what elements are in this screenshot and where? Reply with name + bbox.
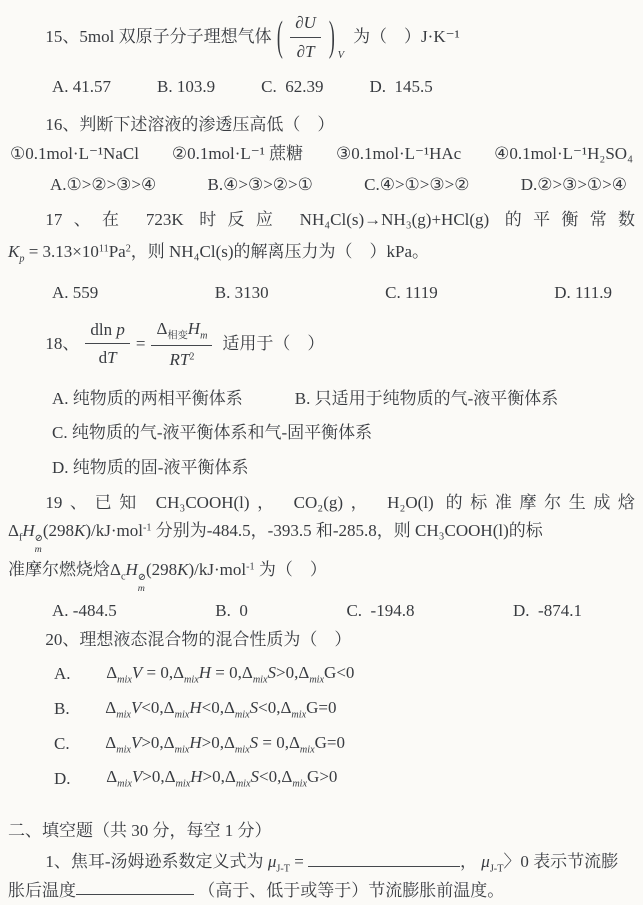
question-17-stem-line1: 17、在 723K 时反应 NH₄Cl(s)→NH₃(g)+HCl(g) 的平衡常数: [45, 210, 635, 229]
solution-item-4: ④0.1mol·L⁻¹H₂SO₄: [494, 144, 633, 163]
option-a: A. -484.5: [52, 600, 117, 620]
question-20-stem: 20、理想液态混合物的混合性质为（ ）: [45, 630, 352, 650]
option-d: D.②>③>①>④: [520, 174, 627, 194]
solution-item-3: ③0.1mol·L⁻¹HAc: [336, 144, 462, 163]
question-17: [8, 207, 635, 306]
constant-volume-subscript: V: [337, 50, 345, 62]
question-17-options: [8, 280, 612, 306]
question-18-options-row3: [8, 455, 635, 481]
clausius-clapeyron-left-fraction: [85, 317, 129, 371]
fraction-denominator: ∂T: [296, 41, 315, 61]
option-b: B.④>③>②>①: [207, 174, 313, 194]
fraction-numerator: $\Delta_{相变}H_m$: [151, 316, 212, 346]
mixing-property-formula: $\Delta_{mix}V = 0,\Delta_{mix}H = 0,\Delta_{mix}S>0,\Delta_{mix}G<0$: [106, 662, 355, 686]
fill-question-1-line2-end: （高于、低于或等于）节流膨胀前温度。: [198, 880, 505, 900]
fraction-numerator: dln p: [85, 317, 129, 345]
question-16-options: [8, 172, 635, 198]
option-c: C. 62.39: [261, 77, 324, 96]
question-15-options: [8, 74, 635, 100]
question-19-text: 分别为-484.5，-393.5 和-285.8，则 CH₃COOH(l)的标: [155, 520, 543, 540]
question-18-stem: [8, 314, 635, 374]
fill-question-1-text: 1、焦耳-汤姆逊系数定义式为: [45, 851, 268, 871]
solution-item-2: ②0.1mol·L⁻¹ 蔗糖: [171, 144, 304, 163]
left-paren: (: [276, 12, 283, 61]
fill-question-1-line1: [8, 848, 635, 877]
question-18: [8, 314, 635, 481]
option-a: A. 559: [52, 283, 99, 303]
option-c: C. 纯物质的气-液平衡体系和气-固平衡体系: [52, 423, 373, 443]
question-19-stem-line2: [8, 518, 635, 555]
fill-question-1-line2-start: 胀后温度: [8, 880, 76, 900]
question-20: [8, 627, 635, 792]
question-18-options-row2: [8, 420, 635, 446]
question-19-stem-line1: 19、已知 CH₃COOH(l)， CO₂(g)， H₂O(l) 的标准摩尔生成焓: [45, 493, 635, 513]
question-16-stem: 16、判断下述溶液的渗透压高低（ ）: [45, 114, 335, 134]
question-16-items: [8, 141, 635, 167]
mixing-property-formula: $\Delta_{mix}V>0,\Delta_{mix}H>0,\Delta_{mix}S = 0,\Delta_{mix}G=0$: [105, 732, 345, 756]
option-letter: D.: [54, 768, 71, 788]
combustion-enthalpy-formula: $\Delta_cH$ ⊘ m (298K)/kJ·mol$^{-1}$: [110, 559, 255, 594]
joule-thomson-positive: $\mu_{J-T}$〉0: [481, 851, 529, 875]
solution-item-1: ①0.1mol·L⁻¹NaCl: [10, 144, 139, 163]
formation-enthalpy-formula: $\Delta_fH$ ⊘ m (298K)/kJ·mol$^{-1}$: [8, 520, 152, 555]
fill-question-1-line2: [8, 877, 635, 903]
option-b: B. 103.9: [157, 77, 216, 96]
fill-question-1-comma: ，: [460, 851, 482, 871]
question-17-text: ，则 NH₄Cl(s)的解离压力为（ ）kPa。: [130, 241, 430, 261]
question-20-option-c: [8, 730, 635, 758]
question-19: [8, 490, 635, 623]
fraction-numerator: ∂U: [290, 10, 321, 38]
option-a: A. 纯物质的两相平衡体系: [52, 388, 243, 408]
option-letter: A.: [54, 664, 71, 684]
mixing-property-formula: $\Delta_{mix}V>0,\Delta_{mix}H>0,\Delta_{mix}S<0,\Delta_{mix}G>0$: [106, 767, 338, 791]
option-a: A. 41.57: [52, 77, 112, 96]
section-2-header: 二、填空题（共 30 分，每空 1 分）: [8, 821, 272, 841]
clausius-clapeyron-right-fraction: [151, 316, 212, 372]
option-d: D. 111.9: [554, 283, 612, 303]
option-d: D. 145.5: [369, 77, 433, 96]
question-18-number: 18、: [45, 334, 80, 354]
question-19-stem-line3: [8, 557, 635, 594]
question-19-options: [8, 598, 582, 624]
option-c: C. -194.8: [346, 600, 415, 620]
option-b: B. 3130: [214, 283, 269, 303]
question-16: [8, 112, 635, 198]
question-20-option-b: [8, 695, 635, 723]
answer-blank-1: [308, 848, 460, 867]
fraction-denominator: $RT^2$: [169, 349, 195, 369]
question-18-text-after: 适用于（ ）: [222, 334, 325, 354]
option-letter: C.: [54, 733, 70, 753]
section-2: [8, 818, 635, 903]
option-letter: B.: [54, 698, 70, 718]
question-15: [8, 6, 635, 100]
option-c: C. 1119: [385, 283, 438, 303]
question-15-text: 15、5mol 双原子分子理想气体: [45, 27, 272, 47]
kp-formula: $K_p = 3.13\times 10^{11}Pa^2$: [8, 241, 131, 265]
option-b: B. 只适用于纯物质的气-液平衡体系: [294, 388, 559, 408]
equals-sign: =: [135, 334, 146, 354]
question-15-stem: [8, 6, 635, 68]
partial-derivative-fraction: [290, 10, 321, 64]
question-18-options-row1: [8, 386, 635, 412]
option-a: A.①>②>③>④: [50, 174, 157, 194]
option-d: D. 纯物质的固-液平衡体系: [52, 457, 249, 477]
option-d: D. -874.1: [513, 600, 582, 620]
option-c: C.④>①>③>②: [364, 174, 470, 194]
mixing-property-formula: $\Delta_{mix}V<0,\Delta_{mix}H<0,\Delta_{mix}S<0,\Delta_{mix}G=0$: [105, 697, 337, 721]
question-20-option-a: [8, 660, 635, 688]
question-19-text-post: 为（ ）: [254, 559, 327, 579]
question-19-text-pre: 准摩尔燃烧焓: [8, 559, 110, 579]
question-15-text-after: 为（ ）J·K⁻¹: [353, 27, 460, 47]
question-20-option-d: [8, 764, 635, 792]
joule-thomson-coefficient: $\mu_{J-T}$ =: [267, 851, 304, 875]
option-b: B. 0: [215, 600, 248, 620]
fill-question-1-text-end: 表示节流膨: [528, 851, 619, 871]
right-paren: ): [328, 12, 335, 61]
answer-blank-2: [76, 877, 194, 896]
question-17-stem-line2: [8, 239, 635, 267]
fraction-denominator: dT: [98, 348, 117, 368]
